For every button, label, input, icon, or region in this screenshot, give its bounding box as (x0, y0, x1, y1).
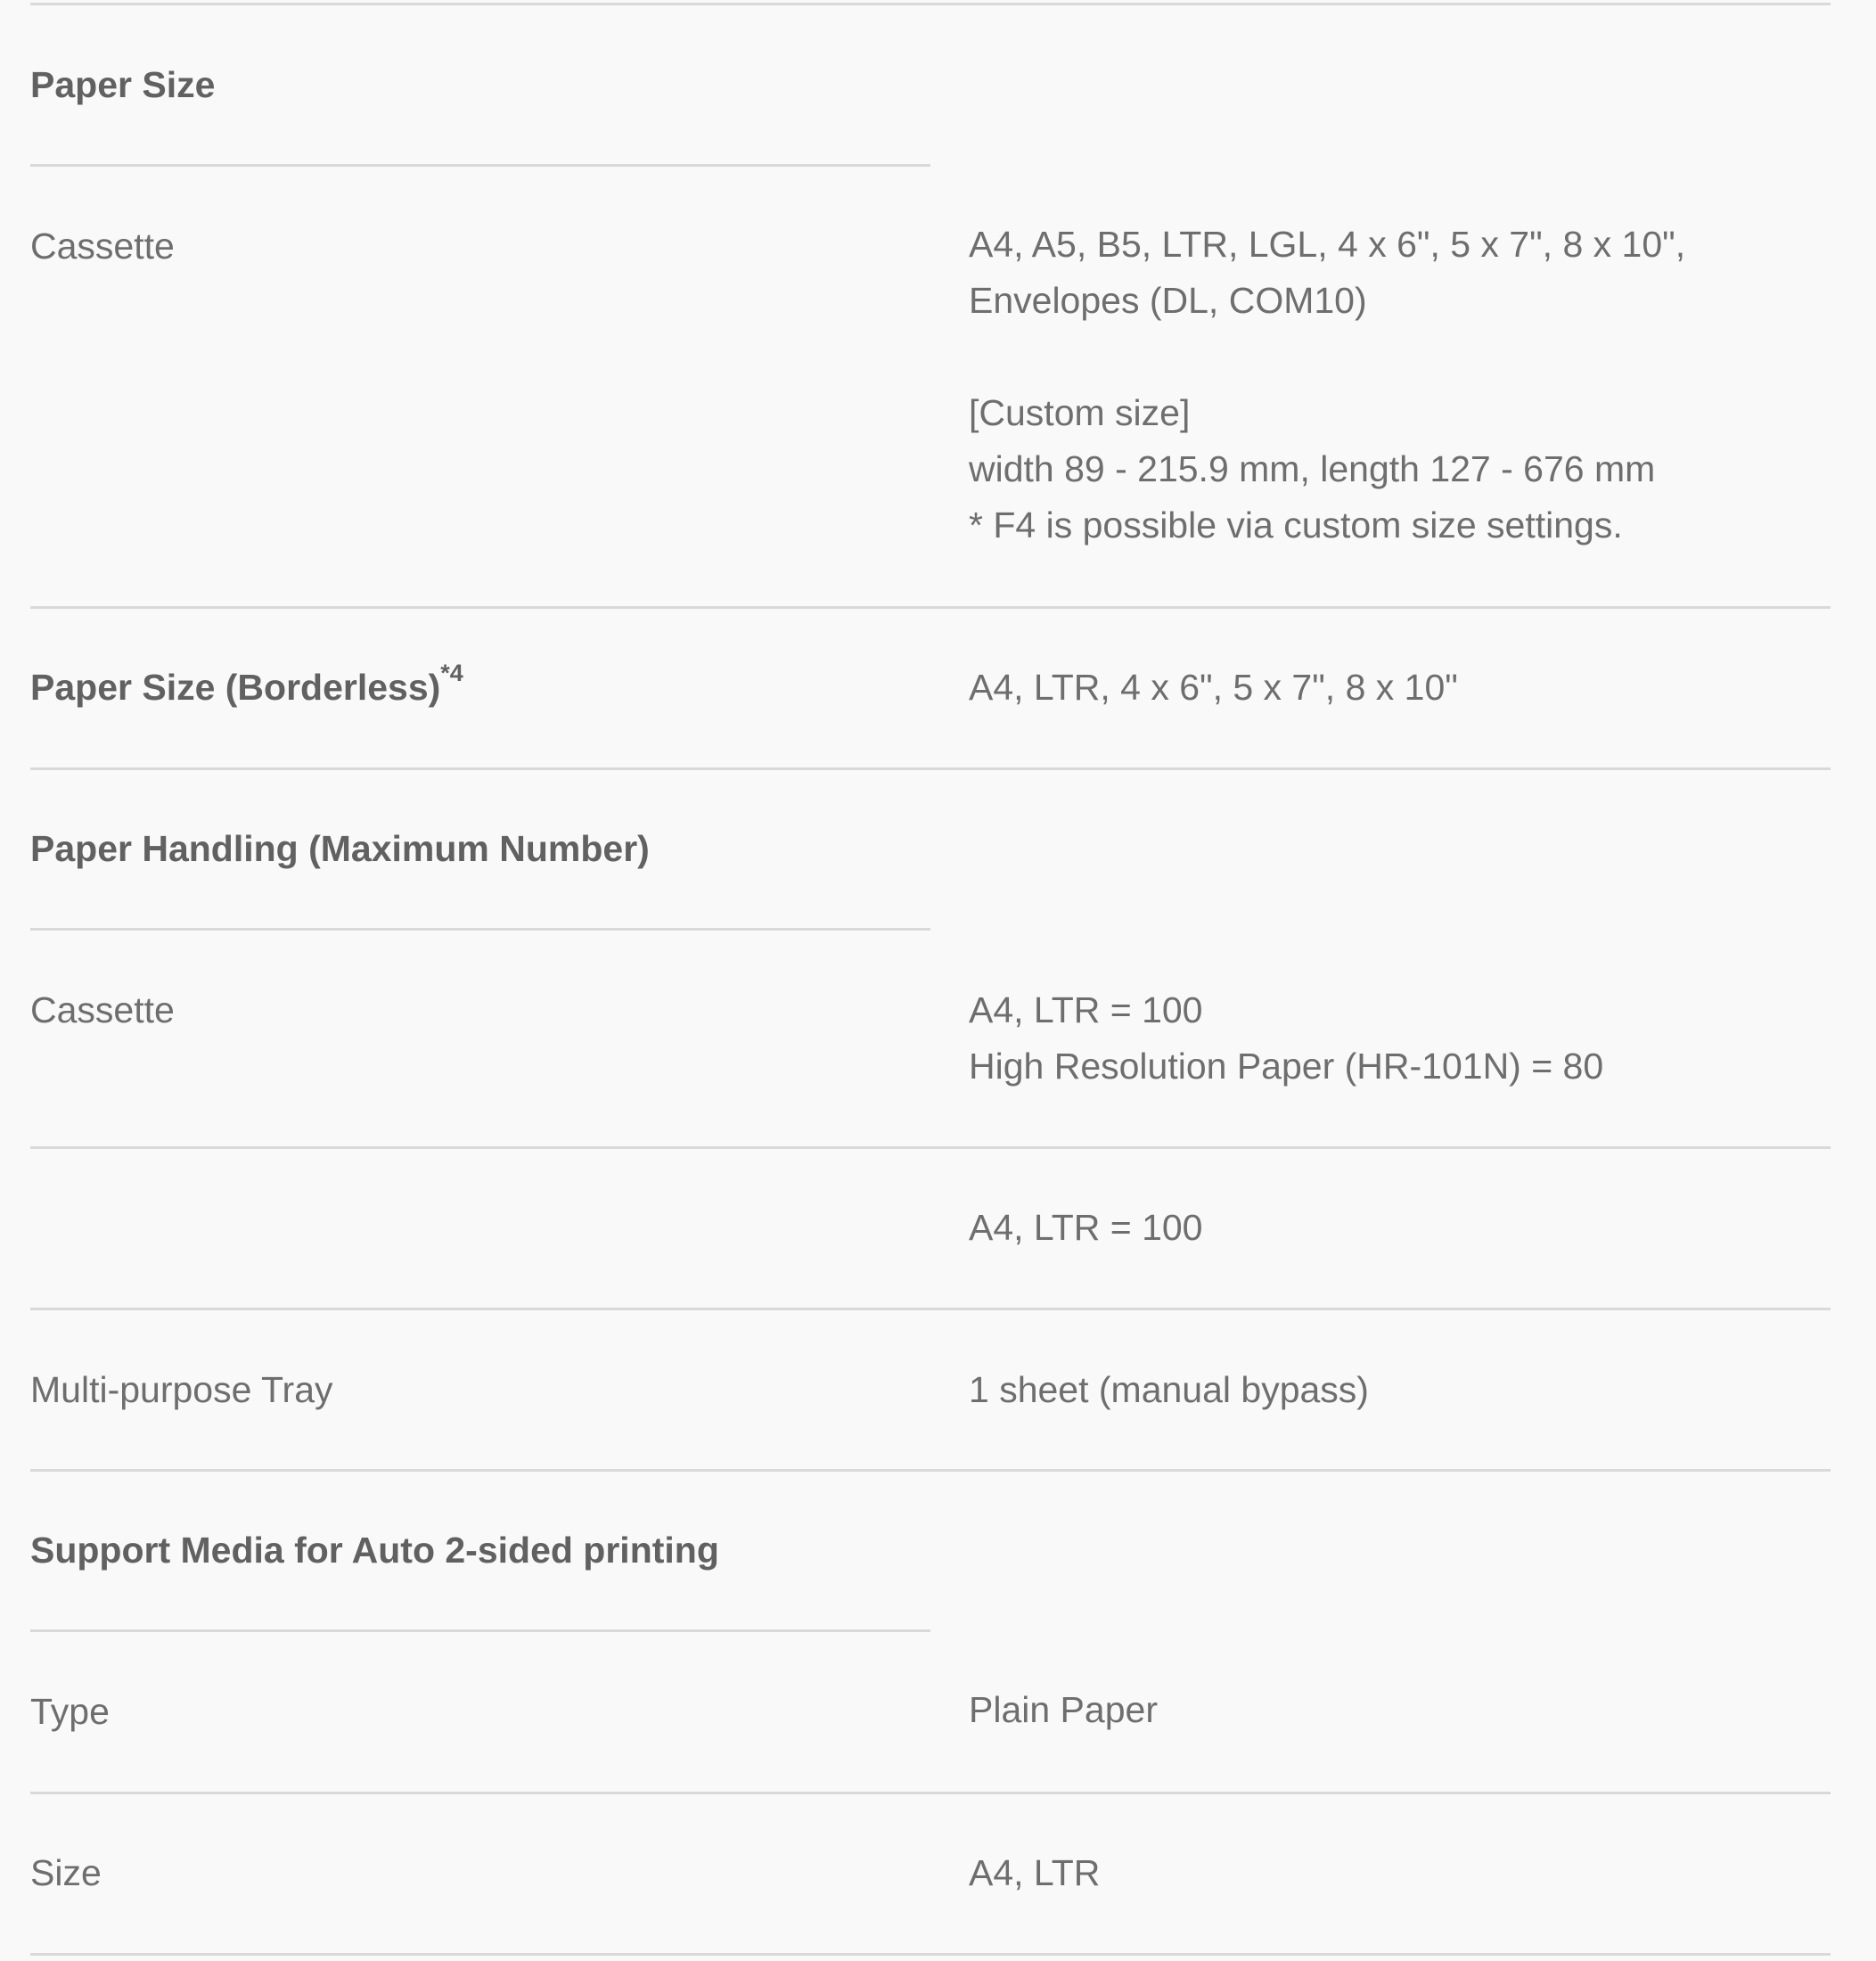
value-line: A4, A5, B5, LTR, LGL, 4 x 6", 5 x 7", 8 x 10", (969, 224, 1686, 265)
divider (30, 1629, 930, 1632)
divider (30, 606, 1831, 609)
divider (30, 1146, 1831, 1149)
borderless-label-text: Paper Size (Borderless) (30, 667, 441, 708)
row-label-cassette: Cassette (30, 226, 175, 267)
value-line: High Resolution Paper (HR-101N) = 80 (969, 1046, 1604, 1087)
value-line: [Custom size] (969, 392, 1191, 433)
divider (30, 164, 930, 167)
row-label-multi-purpose-tray: Multi-purpose Tray (30, 1369, 333, 1410)
row-label-borderless (30, 660, 463, 716)
divider (30, 928, 930, 931)
row-value-cassette-handling (969, 982, 1603, 1095)
divider (30, 767, 1831, 770)
row-label-type: Type (30, 1691, 110, 1732)
divider (30, 1469, 1831, 1472)
value-line: width 89 - 215.9 mm, length 127 - 676 mm (969, 448, 1656, 489)
row-label-cassette-handling: Cassette (30, 989, 175, 1030)
row-value-borderless: A4, LTR, 4 x 6", 5 x 7", 8 x 10" (969, 667, 1458, 708)
row-value-cassette-sizes (969, 217, 1685, 554)
value-line: Envelopes (DL, COM10) (969, 280, 1367, 321)
row-value-multi-purpose-tray: 1 sheet (manual bypass) (969, 1369, 1369, 1410)
section-heading-paper-size: Paper Size (30, 64, 216, 105)
footnote-marker: *4 (440, 660, 463, 687)
divider (30, 1792, 1831, 1794)
section-heading-auto-2-sided: Support Media for Auto 2-sided printing (30, 1530, 719, 1571)
row-value-size: A4, LTR (969, 1852, 1101, 1893)
value-line: A4, LTR = 100 (969, 989, 1203, 1030)
row-label-size: Size (30, 1852, 102, 1893)
divider (30, 1308, 1831, 1310)
value-line: * F4 is possible via custom size settings. (969, 505, 1623, 546)
section-heading-paper-handling: Paper Handling (Maximum Number) (30, 828, 650, 869)
row-value-unlabeled: A4, LTR = 100 (969, 1207, 1203, 1248)
divider (30, 1953, 1831, 1956)
spacer (969, 329, 1685, 385)
divider (30, 3, 1831, 5)
row-value-type: Plain Paper (969, 1689, 1158, 1730)
